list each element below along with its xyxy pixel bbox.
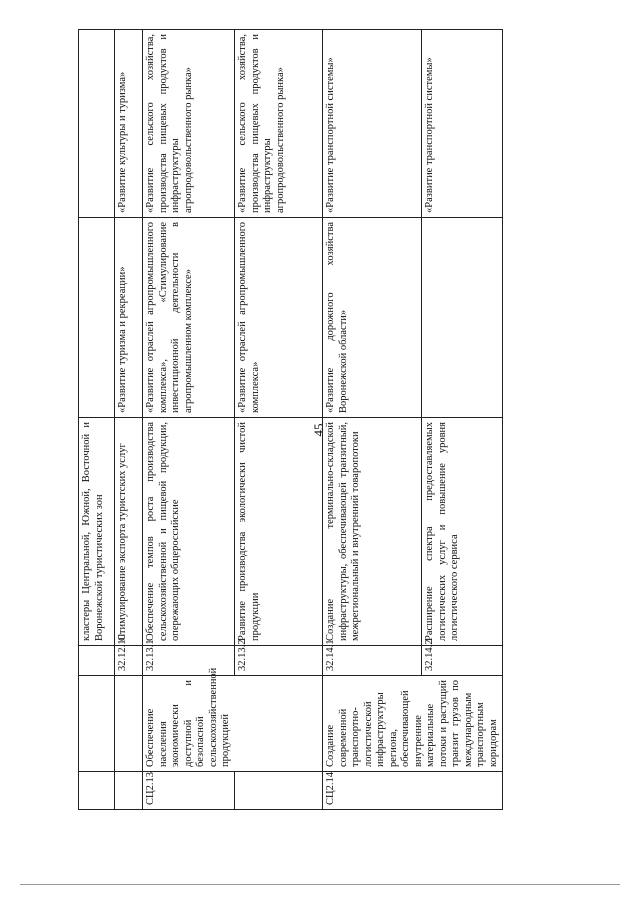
cell-code [79,772,115,810]
cell-subcode: 32.14.2 [422,646,503,676]
table-row [323,30,422,810]
page-number: 45 [311,423,326,437]
cell-program [79,218,115,418]
cell-subcode: 32.12.10 [115,646,143,676]
cell-measure: Обеспечение темпов роста производства сельскохозяйственной и пищевой продукции, опережающих общероссийские [143,418,235,646]
cell-subcode: 32.14.1 [323,646,422,676]
table-row [79,30,115,810]
cell-goal [79,676,115,772]
cell-subcode [79,646,115,676]
cell-strategy [79,30,115,218]
cell-strategy: «Развитие культуры и туризма» [115,30,143,218]
cell-strategy: «Развитие транспортной системы» [323,30,422,218]
cell-measure: Стимулирование экспорта туристских услуг [115,418,143,646]
cell-strategy: «Развитие транспортной системы» [422,30,503,218]
table-row [143,30,235,810]
cell-strategy: «Развитие сельского хозяйства, производства пищевых продуктов и инфраструктуры агропродовольственного рынка» [235,30,323,218]
cell-program: «Развитие отраслей агропромышленного комплекса» [235,218,323,418]
cell-program [422,218,503,418]
cell-strategy: «Развитие сельского хозяйства, производства пищевых продуктов и инфраструктуры агропродовольственного рынка» [143,30,235,218]
cell-code: СЦ2.13 [143,772,235,810]
cell-goal [115,676,143,772]
cell-subcode: 32.13.2 [235,646,323,676]
cell-goal: Обеспечение населения экономически доступной и безопасной сельскохозяйственной продукцией [143,676,323,772]
cell-program: «Развитие туризма и рекреации» [115,218,143,418]
cell-code: СЦ2.14 [323,772,503,810]
table-row [115,30,143,810]
cell-measure: Создание терминально-складской инфраструктуры, обеспечивающей транзитный, межрегиональный и внутренний товаропотоки [323,418,422,646]
cell-program: «Развитие дорожного хозяйства Воронежской области» [323,218,422,418]
cell-code [235,772,323,810]
cell-goal: Создание современной транспортно-логистической инфраструктуры региона, обеспечивающей внутренние материальные потоки и растущий транзит грузов по международным транспортным коридорам [323,676,503,772]
cell-measure: Расширение спектра предоставляемых логистических услуг и повышение уровня логистического сервиса [422,418,503,646]
cell-code [115,772,143,810]
cell-measure: Развитие производства экологически чистой продукции [235,418,323,646]
cell-program: «Развитие отраслей агропромышленного комплекса», «Стимулирование инвестиционной деятельности в агропромышленном комплексе» [143,218,235,418]
rotated-table-container [78,30,499,810]
cell-subcode: 32.13.1 [143,646,235,676]
document-table [78,29,503,810]
cell-measure: кластеры Центральной, Южной, Восточной и Воронежской туристических зон [79,418,115,646]
page-bottom-rule [20,884,620,885]
